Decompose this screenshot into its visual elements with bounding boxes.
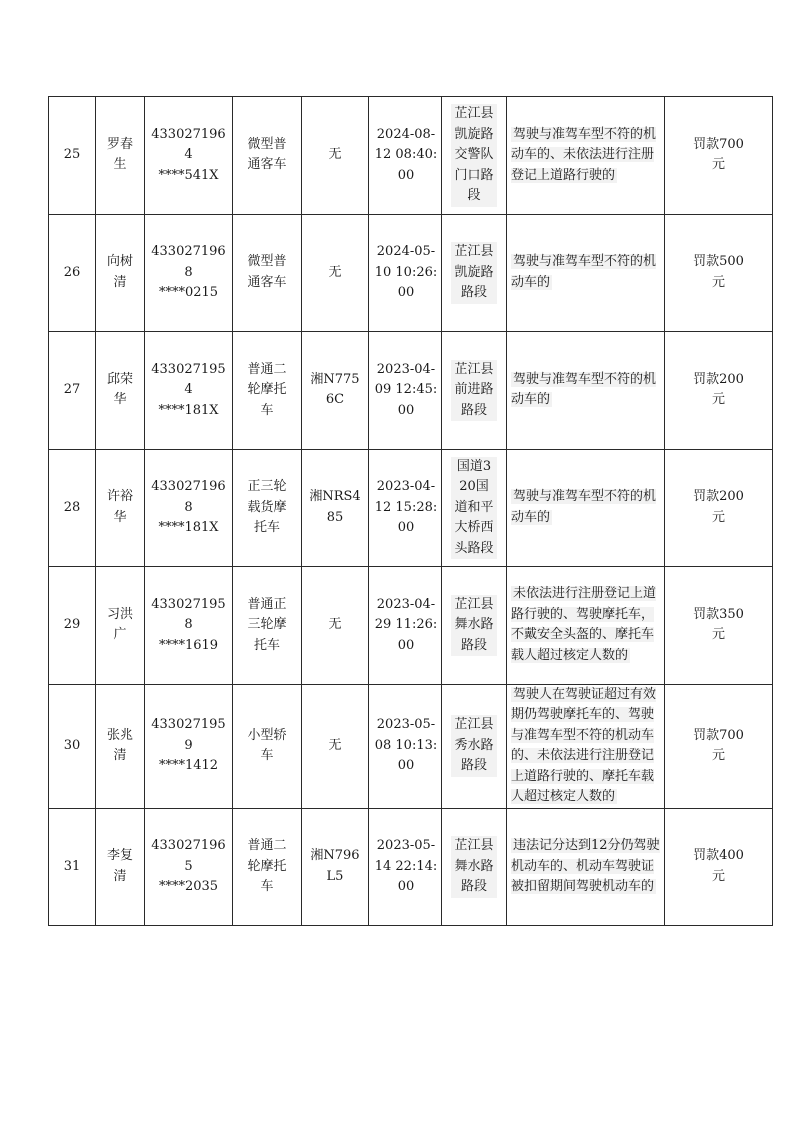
violation-reason [507,97,665,215]
no-text: 29 [63,617,81,632]
id-line1-text: 4330271968 [151,479,226,515]
vehicle-type [233,97,302,215]
name-text: 邱荣华 [106,371,133,408]
time-text: 2024-08-12 08:40:00 [374,126,438,183]
name-text: 李复清 [106,848,133,884]
location-text: 芷江县秀水路路段 [451,715,497,777]
row-number [49,567,96,685]
vehicle-text: 普通正三轮摩托车 [247,596,287,653]
penalty-text: 罚款700元 [693,727,744,763]
row-number [49,449,96,567]
penalty [665,567,773,685]
penalty-text: 罚款400元 [693,848,744,884]
table-row [49,214,773,332]
plate-number [302,567,369,685]
plate-number [302,808,369,926]
vehicle-type [233,684,302,808]
violation-time [369,332,442,450]
id-line1-text: 4330271954 [151,361,226,397]
no-text: 27 [63,382,81,397]
vehicle-type [233,214,302,332]
violation-reason [507,214,665,332]
vehicle-text: 微型普通客车 [247,136,287,173]
violation-location [442,214,507,332]
reason-text: 驾驶与准驾车型不符的机动车的 [511,489,657,525]
penalty-text: 罚款500元 [693,254,744,290]
id-line2-text: ****181X [158,520,219,535]
violation-location [442,684,507,808]
vehicle-type [233,449,302,567]
violation-time [369,214,442,332]
penalty-text: 罚款200元 [693,371,744,408]
vehicle-type [233,808,302,926]
violation-time [369,567,442,685]
penalty [665,97,773,215]
id-line2-text: ****1412 [158,758,219,774]
name-text: 张兆清 [106,727,133,763]
id-line2-text: ****2035 [158,879,219,894]
violator-name [96,808,145,926]
name-text: 向树清 [106,254,133,290]
location-text: 芷江县舞水路路段 [451,595,497,657]
plate-number [302,214,369,332]
location-text: 芷江县凯旋路交警队门口路段 [451,104,497,207]
plate-number [302,449,369,567]
time-text: 2023-04-09 12:45:00 [374,361,438,418]
vehicle-text: 普通二轮摩托车 [247,838,287,894]
time-text: 2023-05-14 22:14:00 [374,838,438,894]
no-text: 25 [63,147,81,162]
penalty [665,684,773,808]
id-line1-text: 4330271964 [151,126,226,162]
table-row [49,567,773,685]
plate-text: 湘N796L5 [310,848,360,884]
vehicle-text: 小型轿车 [247,727,287,763]
location-text: 芷江县舞水路路段 [451,836,497,898]
name-text: 许裕华 [106,489,133,525]
row-number [49,684,96,808]
plate-number [302,684,369,808]
time-text: 2023-04-29 11:26:00 [374,596,438,653]
vehicle-text: 普通二轮摩托车 [247,361,287,418]
reason-text: 未依法进行注册登记上道路行驶的、驾驶摩托车，不戴安全头盔的、摩托车载人超过核定人数的 [511,586,657,663]
violation-location [442,332,507,450]
reason-text: 驾驶与准驾车型不符的机动车的 [511,254,657,290]
plate-text: 湘NRS485 [309,489,361,525]
violator-name [96,214,145,332]
violation-time [369,449,442,567]
time-text: 2024-05-10 10:26:00 [374,244,438,300]
table-row [49,449,773,567]
id-line2-text: ****181X [158,402,219,418]
time-text: 2023-05-08 10:13:00 [374,717,438,774]
row-number [49,214,96,332]
id-number [145,214,233,332]
id-line1-text: 4330271958 [151,596,226,632]
name-text: 罗春生 [106,136,133,173]
id-number [145,808,233,926]
location-text: 芷江县前进路路段 [451,360,497,422]
violation-time [369,97,442,215]
reason-text: 驾驶人在驾驶证超过有效期仍驾驶摩托车的、驾驶与准驾车型不符的机动车的、未依法进行注册登记上道路行驶的、摩托车载人超过核定人数的 [511,686,657,804]
id-line2-text: ****541X [158,167,219,183]
violator-name [96,567,145,685]
violations-body [49,97,773,926]
vehicle-type [233,567,302,685]
row-number [49,97,96,215]
violation-reason [507,808,665,926]
plate-text: 无 [328,264,342,280]
no-text: 30 [63,737,81,753]
violation-location [442,567,507,685]
violation-location [442,97,507,215]
penalty [665,449,773,567]
penalty [665,214,773,332]
plate-number [302,332,369,450]
table-row [49,332,773,450]
no-text: 31 [63,858,81,874]
table-row [49,808,773,926]
violation-reason [507,567,665,685]
penalty-text: 罚款350元 [693,606,744,643]
violation-location [442,808,507,926]
id-number [145,567,233,685]
violator-name [96,684,145,808]
no-text: 26 [63,264,81,280]
plate-text: 无 [328,147,342,162]
violation-reason [507,684,665,808]
row-number [49,332,96,450]
violations-table [48,96,773,926]
vehicle-text: 正三轮载货摩托车 [247,479,287,535]
plate-text: 无 [328,617,342,632]
no-text: 28 [63,499,81,515]
vehicle-type [233,332,302,450]
name-text: 习洪广 [106,606,133,643]
id-number [145,97,233,215]
violator-name [96,97,145,215]
table-row [49,684,773,808]
plate-number [302,97,369,215]
violation-time [369,808,442,926]
violation-reason [507,332,665,450]
id-number [145,332,233,450]
reason-text: 驾驶与准驾车型不符的机动车的、未依法进行注册登记上道路行驶的 [511,126,657,183]
penalty [665,808,773,926]
location-text: 国道320国道和平大桥西头路段 [451,457,497,560]
violator-name [96,332,145,450]
reason-text: 违法记分达到12分仍驾驶机动车的、机动车驾驶证被扣留期间驾驶机动车的 [511,838,660,894]
penalty [665,332,773,450]
id-number [145,449,233,567]
id-line2-text: ****1619 [158,637,219,653]
plate-text: 湘N7756C [310,371,360,408]
id-line1-text: 4330271965 [151,838,226,874]
violation-reason [507,449,665,567]
id-line1-text: 4330271959 [151,717,226,753]
vehicle-text: 微型普通客车 [247,254,287,290]
penalty-text: 罚款700元 [693,136,744,173]
table-row [49,97,773,215]
plate-text: 无 [328,737,342,753]
violation-time [369,684,442,808]
location-text: 芷江县凯旋路路段 [451,242,497,304]
violation-location [442,449,507,567]
row-number [49,808,96,926]
violator-name [96,449,145,567]
penalty-text: 罚款200元 [693,489,744,525]
id-number [145,684,233,808]
id-line1-text: 4330271968 [151,244,226,280]
time-text: 2023-04-12 15:28:00 [374,479,438,535]
reason-text: 驾驶与准驾车型不符的机动车的 [511,371,657,408]
id-line2-text: ****0215 [158,285,219,300]
